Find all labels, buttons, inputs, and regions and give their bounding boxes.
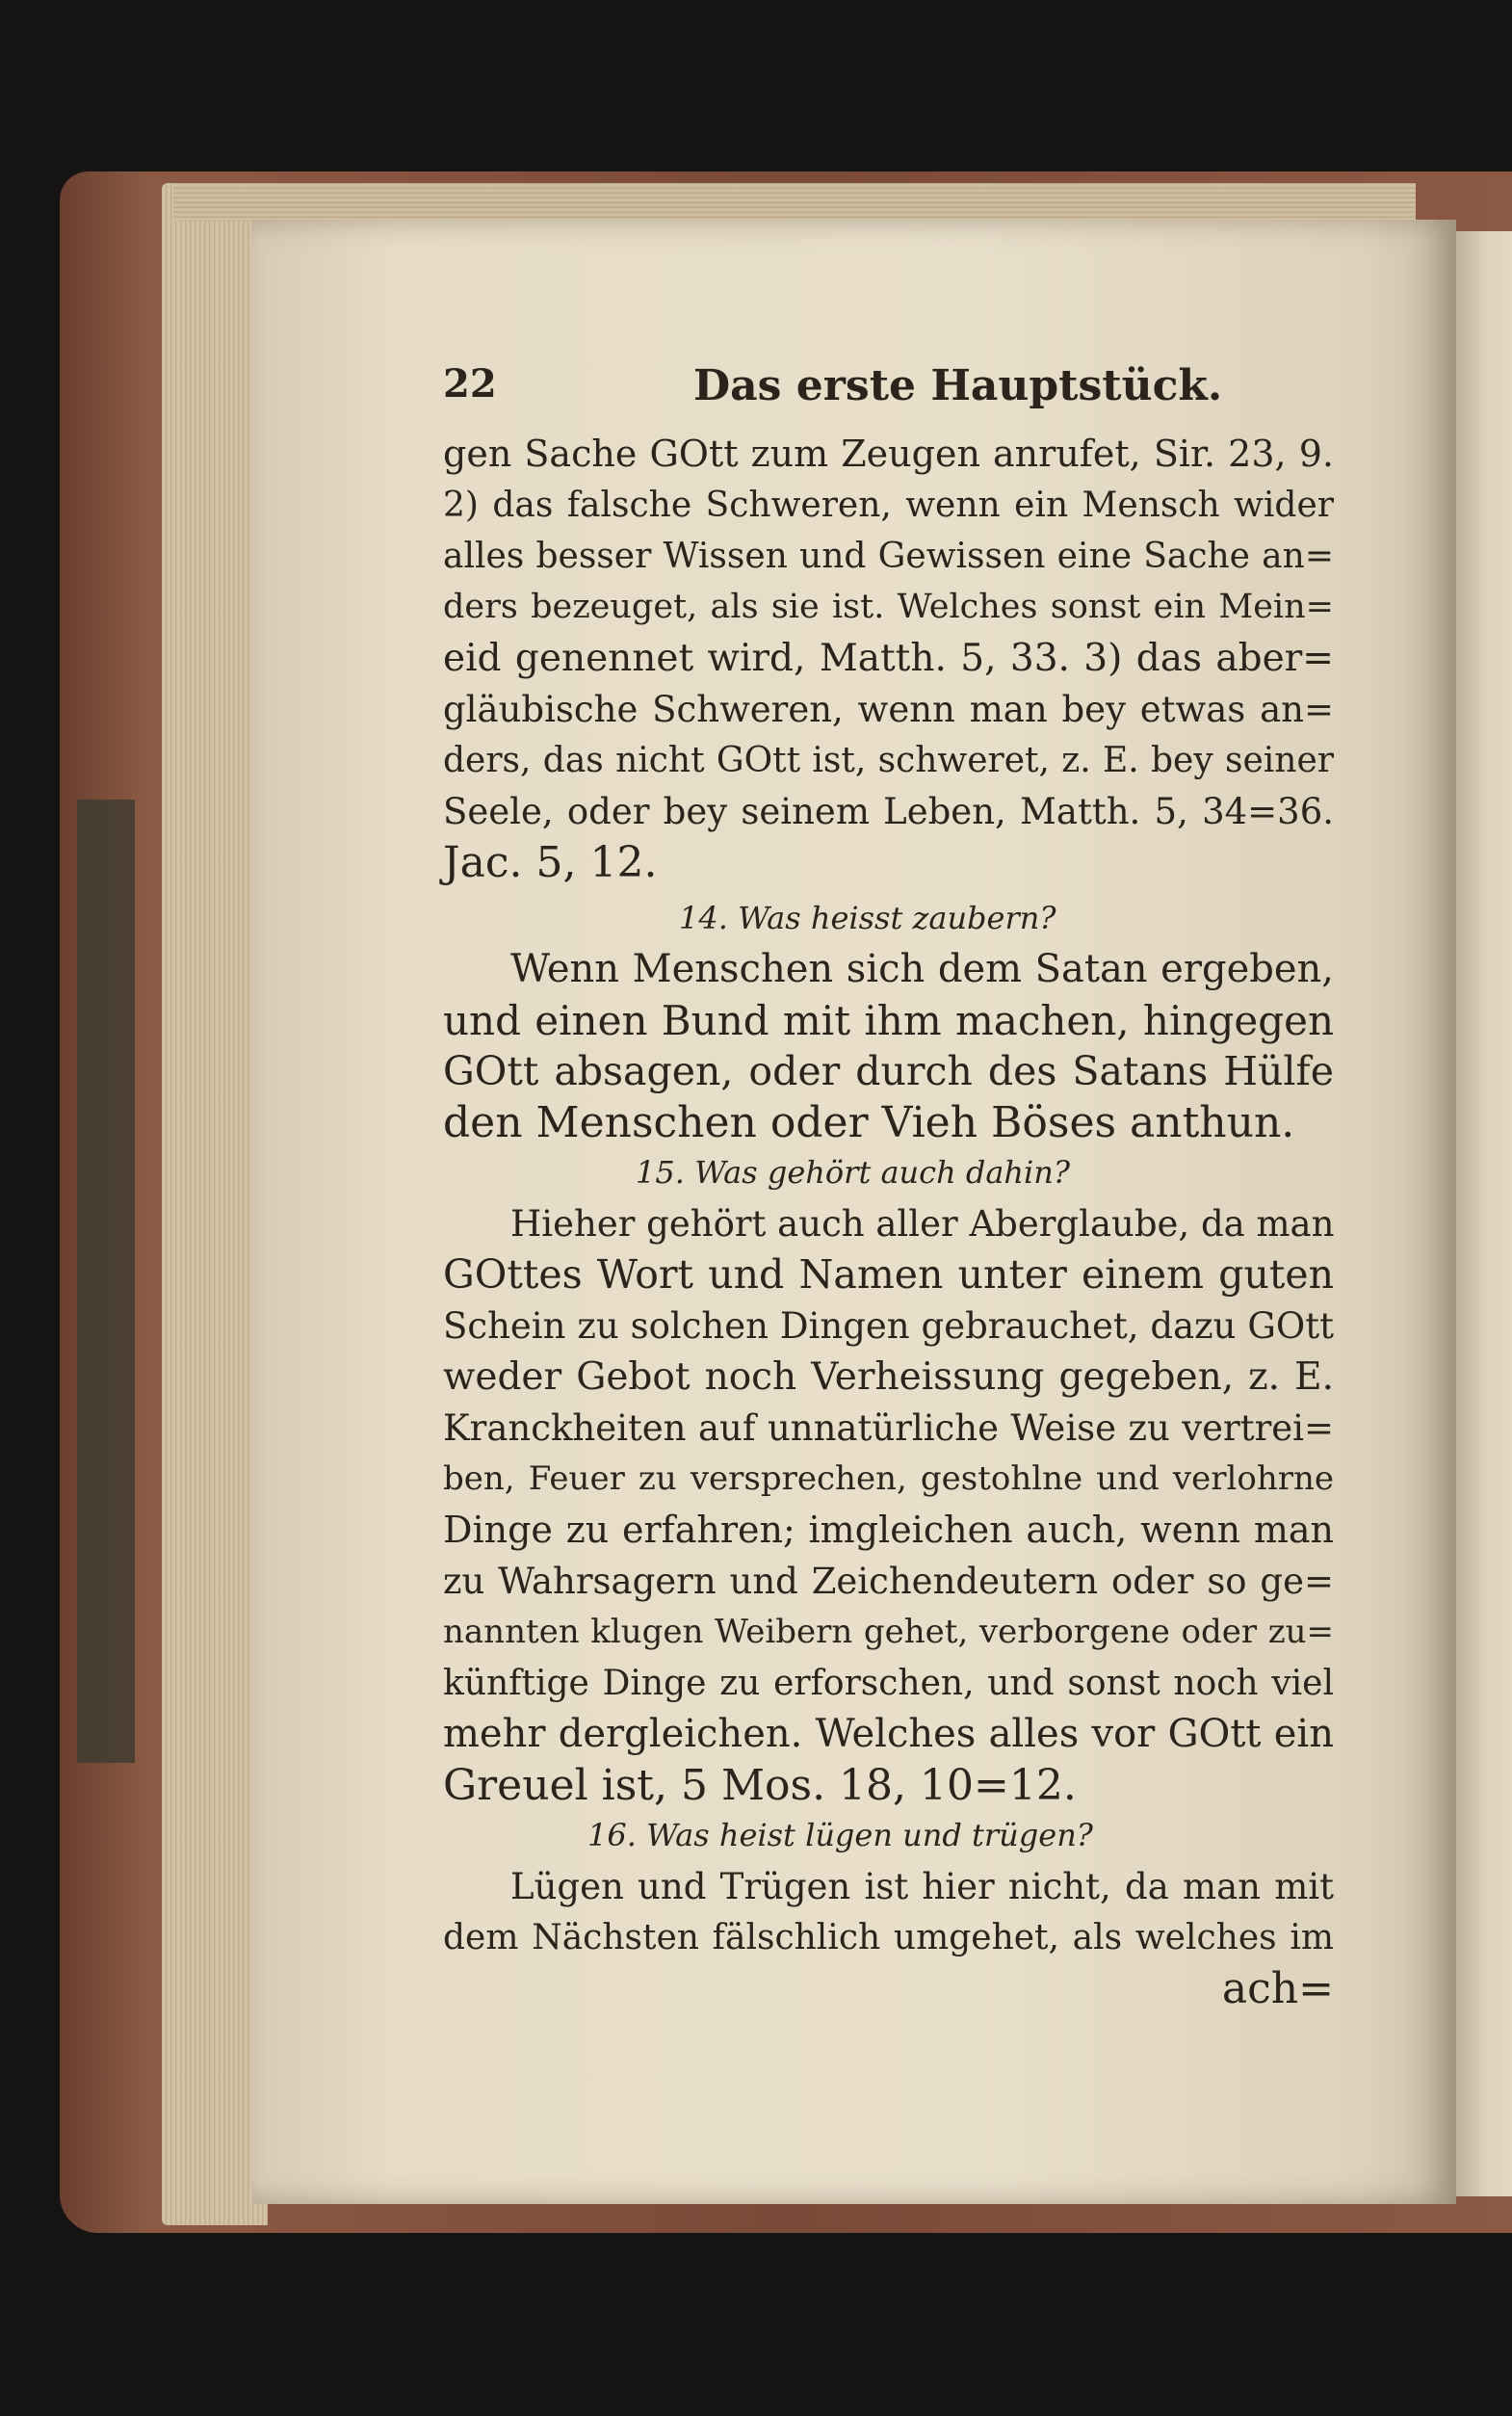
question-16: 16. Was heist lügen und trügen? bbox=[587, 1817, 1093, 1853]
text-line: Wenn Menschen sich dem Satan ergeben, bbox=[510, 947, 1334, 991]
text-line: zu Wahrsagern und Zeichendeutern oder so ge= bbox=[443, 1561, 1334, 1602]
text-line: nannten klugen Weibern gehet, verborgene oder zu= bbox=[443, 1613, 1334, 1651]
text-line: den Menschen oder Vieh Böses anthun. bbox=[443, 1098, 1295, 1147]
text-line: Jac. 5, 12. bbox=[443, 838, 658, 887]
facing-page-edge bbox=[1449, 231, 1512, 2196]
text-line: Schein zu solchen Dingen gebrauchet, dazu GOtt bbox=[443, 1305, 1334, 1347]
text-line: Dinge zu erfahren; imgleichen auch, wenn man bbox=[443, 1509, 1334, 1551]
catchword: ach= bbox=[1221, 1964, 1334, 2013]
page-number: 22 bbox=[443, 361, 497, 407]
question-14: 14. Was heisst zaubern? bbox=[679, 900, 1056, 936]
running-head: Das erste Hauptstück. bbox=[693, 361, 1223, 410]
text-line: Seele, oder bey seinem Leben, Matth. 5, 34=36. bbox=[443, 791, 1334, 832]
text-line: dem Nächsten fälschlich umgehet, als welches im bbox=[443, 1918, 1334, 1957]
text-line: ders bezeuget, als sie ist. Welches sonst ein Mein= bbox=[443, 588, 1334, 626]
text-line: ders, das nicht GOtt ist, schweret, z. E. bey seiner bbox=[443, 741, 1334, 780]
answer-16 bbox=[443, 1861, 1334, 1963]
text-line: alles besser Wissen und Gewissen eine Sache an= bbox=[443, 537, 1334, 576]
text-line: gläubische Schweren, wenn man bey etwas an= bbox=[443, 689, 1334, 730]
text-line: und einen Bund mit ihm machen, hingegen bbox=[443, 997, 1334, 1044]
page-header bbox=[443, 361, 1334, 429]
text-line: künftige Dinge zu erforschen, und sonst noch viel bbox=[443, 1664, 1334, 1703]
page-content bbox=[443, 361, 1334, 2014]
text-line: ben, Feuer zu versprechen, gestohlne und verlohrne bbox=[443, 1459, 1334, 1498]
text-line: GOtt absagen, oder durch des Satans Hülfe bbox=[443, 1048, 1334, 1094]
text-line: gen Sache GOtt zum Zeugen anrufet, Sir. 23, 9. bbox=[443, 433, 1334, 475]
question-15: 15. Was gehört auch dahin? bbox=[636, 1154, 1071, 1191]
text-line: eid genennet wird, Matth. 5, 33. 3) das aber= bbox=[443, 637, 1334, 680]
answer-14 bbox=[443, 944, 1334, 1148]
text-line: mehr dergleichen. Welches alles vor GOtt ein bbox=[443, 1712, 1334, 1756]
answer-15 bbox=[443, 1198, 1334, 1811]
text-line: weder Gebot noch Verheissung gegeben, z. E. bbox=[443, 1355, 1334, 1399]
text-line: GOttes Wort und Namen unter einem guten bbox=[443, 1251, 1334, 1298]
text-line: Hieher gehört auch aller Aberglaube, da man bbox=[510, 1203, 1335, 1245]
text-line: Lügen und Trügen ist hier nicht, da man mit bbox=[510, 1866, 1334, 1907]
intro-paragraph bbox=[443, 429, 1334, 888]
text-line: Greuel ist, 5 Mos. 18, 10=12. bbox=[443, 1761, 1077, 1810]
page-block-top-edge bbox=[173, 183, 1416, 222]
cover-worn-patch bbox=[77, 800, 135, 1763]
text-line: 2) das falsche Schweren, wenn ein Mensch wider bbox=[443, 486, 1334, 525]
text-line: Kranckheiten auf unnatürliche Weise zu vertrei= bbox=[443, 1407, 1334, 1449]
